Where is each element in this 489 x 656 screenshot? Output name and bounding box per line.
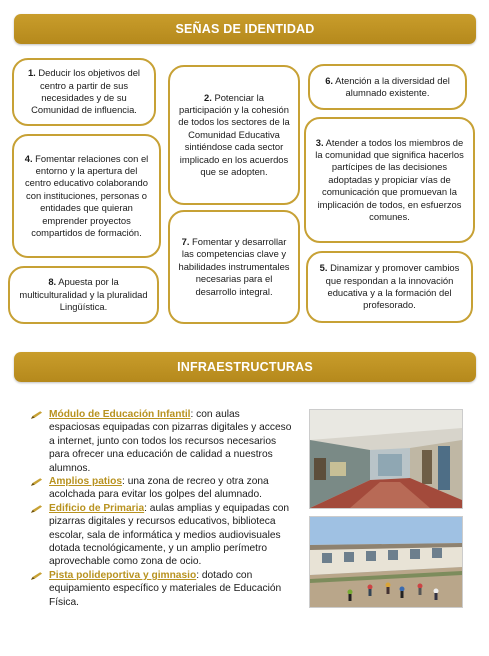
infra-item: Módulo de Educación Infantil: con aulas espaciosas equipadas con pizarras digitales y acceso a internet, junto con todos los recursos necesarios para ofrecer una educación de calidad a nuestros alumnos.: [30, 408, 292, 475]
identity-card-5: 5. Dinamizar y promover cambios que respondan a la innovación educativa y a la formación del profesorado.: [306, 251, 473, 323]
identity-card-7: 7. Fomentar y desarrollar las competencias clave y habilidades instrumentales necesarias para el desarrollo integral.: [168, 210, 300, 324]
corridor-photo: [309, 409, 463, 509]
school-building-photo: [309, 516, 463, 608]
pencil-icon: [30, 410, 43, 420]
infra-link-patios[interactable]: Amplios patios: [49, 476, 123, 488]
identity-card-2: 2. Potenciar la participación y la cohesión de todos los sectores de la Comunidad Educativa sintiéndose cada sector implicado en los acuerdos que se adopten.: [168, 65, 300, 205]
identity-card-6: 6. Atención a la diversidad del alumnado existente.: [308, 64, 467, 110]
identity-title: SEÑAS DE IDENTIDAD: [175, 22, 315, 36]
infra-link-primaria[interactable]: Edificio de Primaria: [49, 502, 145, 514]
infra-item: Edificio de Primaria: aulas amplias y equipadas con pizarras digitales y recursos educativos, biblioteca escolar, sala de informática y medios audiovisuales dotada tecnológicamente, y un amplio perímetro aprovechable como zona de ocio.: [30, 502, 292, 569]
infra-item: Pista polideportiva y gimnasio: dotado con equipamiento específico y materiales de Educación Física.: [30, 569, 292, 609]
identity-card-8: 8. Apuesta por la multiculturalidad y la pluralidad Lingüística.: [8, 266, 159, 324]
infra-item: Amplios patios: una zona de recreo y otra zona acolchada para evitar los golpes del alumnado.: [30, 475, 292, 502]
infra-link-infantil[interactable]: Módulo de Educación Infantil: [49, 409, 191, 420]
pencil-icon: [30, 477, 43, 487]
pencil-icon: [30, 571, 43, 581]
infra-link-pista[interactable]: Pista polideportiva y gimnasio: [49, 569, 197, 581]
infra-list: [30, 408, 292, 609]
identity-card-4: 4. Fomentar relaciones con el entorno y la apertura del centro educativo colaborando con instituciones, personas o entidades que quieran emprender proyectos compartidos de formación.: [12, 134, 161, 258]
infra-title: INFRAESTRUCTURAS: [177, 360, 313, 374]
pencil-icon: [30, 504, 43, 514]
identity-banner: [14, 14, 476, 44]
identity-card-3: 3. Atender a todos los miembros de la comunidad que significa hacerlos partícipes de las decisiones adoptadas y propiciar vías de comunicación que promuevan la implicación de todos, en esfuerzos comunes.: [304, 117, 475, 243]
identity-card-1: 1. Deducir los objetivos del centro a partir de sus necesidades y de su Comunidad de influencia.: [12, 58, 156, 126]
infra-banner: [14, 352, 476, 382]
